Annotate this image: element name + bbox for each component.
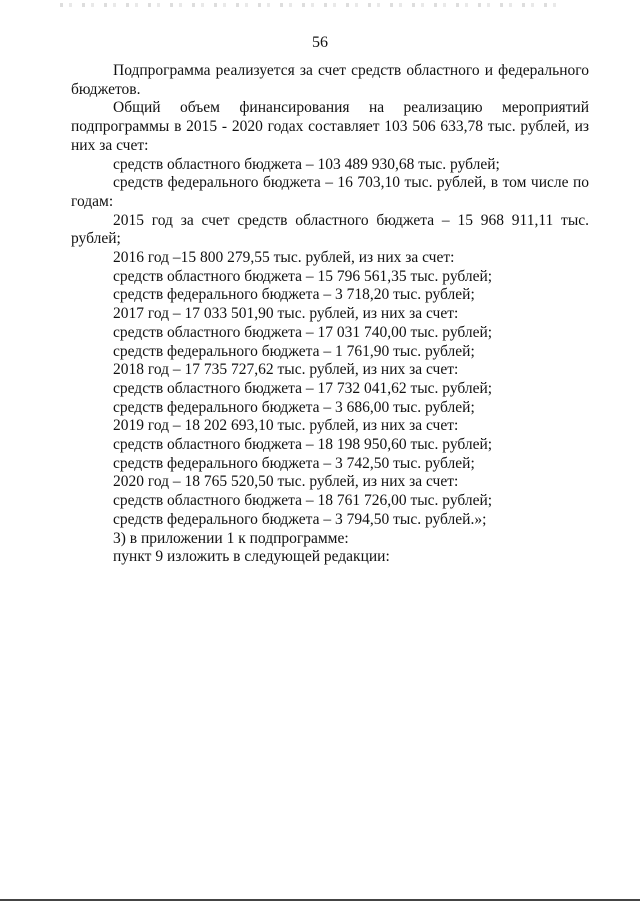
paragraph: средств федерального бюджета – 3 718,20 тыс. рублей; [113, 286, 475, 304]
paragraph: средств областного бюджета – 17 031 740,00 тыс. рублей; [113, 323, 493, 341]
paragraph: средств федерального бюджета – 3 686,00 тыс. рублей; [113, 398, 475, 416]
paragraph: средств федерального бюджета – 16 703,10 тыс. рублей, в том числе по годам: [71, 174, 589, 210]
paragraph: средств областного бюджета – 103 489 930,68 тыс. рублей; [113, 155, 500, 173]
paragraph: 2020 год – 18 765 520,50 тыс. рублей, из них за счет: [113, 473, 459, 491]
scan-bottom-edge [0, 899, 640, 901]
paragraph: 3) в приложении 1 к подпрограмме: [113, 529, 349, 547]
paragraph: 2019 год – 18 202 693,10 тыс. рублей, из них за счет: [113, 417, 459, 435]
paragraph: 2015 год за счет средств областного бюджета – 15 968 911,11 тыс. рублей; [71, 211, 589, 248]
paragraph: средств областного бюджета – 18 761 726,00 тыс. рублей; [113, 492, 493, 510]
page-number: 56 [312, 34, 328, 51]
paragraph: Подпрограмма реализуется за счет средств областного и федерального бюджетов. [71, 62, 589, 98]
paragraph: Общий объем финансирования на реализацию мероприятий подпрограммы в 2015 - 2020 годах составляет 103 506 633,78 тыс. рублей, из них за счет: [71, 99, 589, 154]
paragraph: средств федерального бюджета – 1 761,90 тыс. рублей; [113, 342, 475, 360]
paragraph: средств областного бюджета – 17 732 041,62 тыс. рублей; [113, 379, 493, 397]
paragraph: средств областного бюджета – 15 796 561,35 тыс. рублей; [113, 267, 493, 285]
scan-header-artifact [60, 3, 560, 7]
paragraph: средств федерального бюджета – 3 794,50 тыс. рублей.»; [113, 510, 487, 528]
paragraph: пункт 9 изложить в следующей редакции: [113, 548, 390, 566]
paragraph: 2018 год – 17 735 727,62 тыс. рублей, из них за счет: [113, 361, 459, 379]
paragraph: 2017 год – 17 033 501,90 тыс. рублей, из них за счет: [113, 305, 459, 323]
paragraph: средств федерального бюджета – 3 742,50 тыс. рублей; [113, 454, 475, 472]
paragraph: 2016 год –15 800 279,55 тыс. рублей, из них за счет: [113, 249, 455, 267]
document-body [71, 62, 589, 567]
paragraph: средств областного бюджета – 18 198 950,60 тыс. рублей; [113, 436, 493, 454]
